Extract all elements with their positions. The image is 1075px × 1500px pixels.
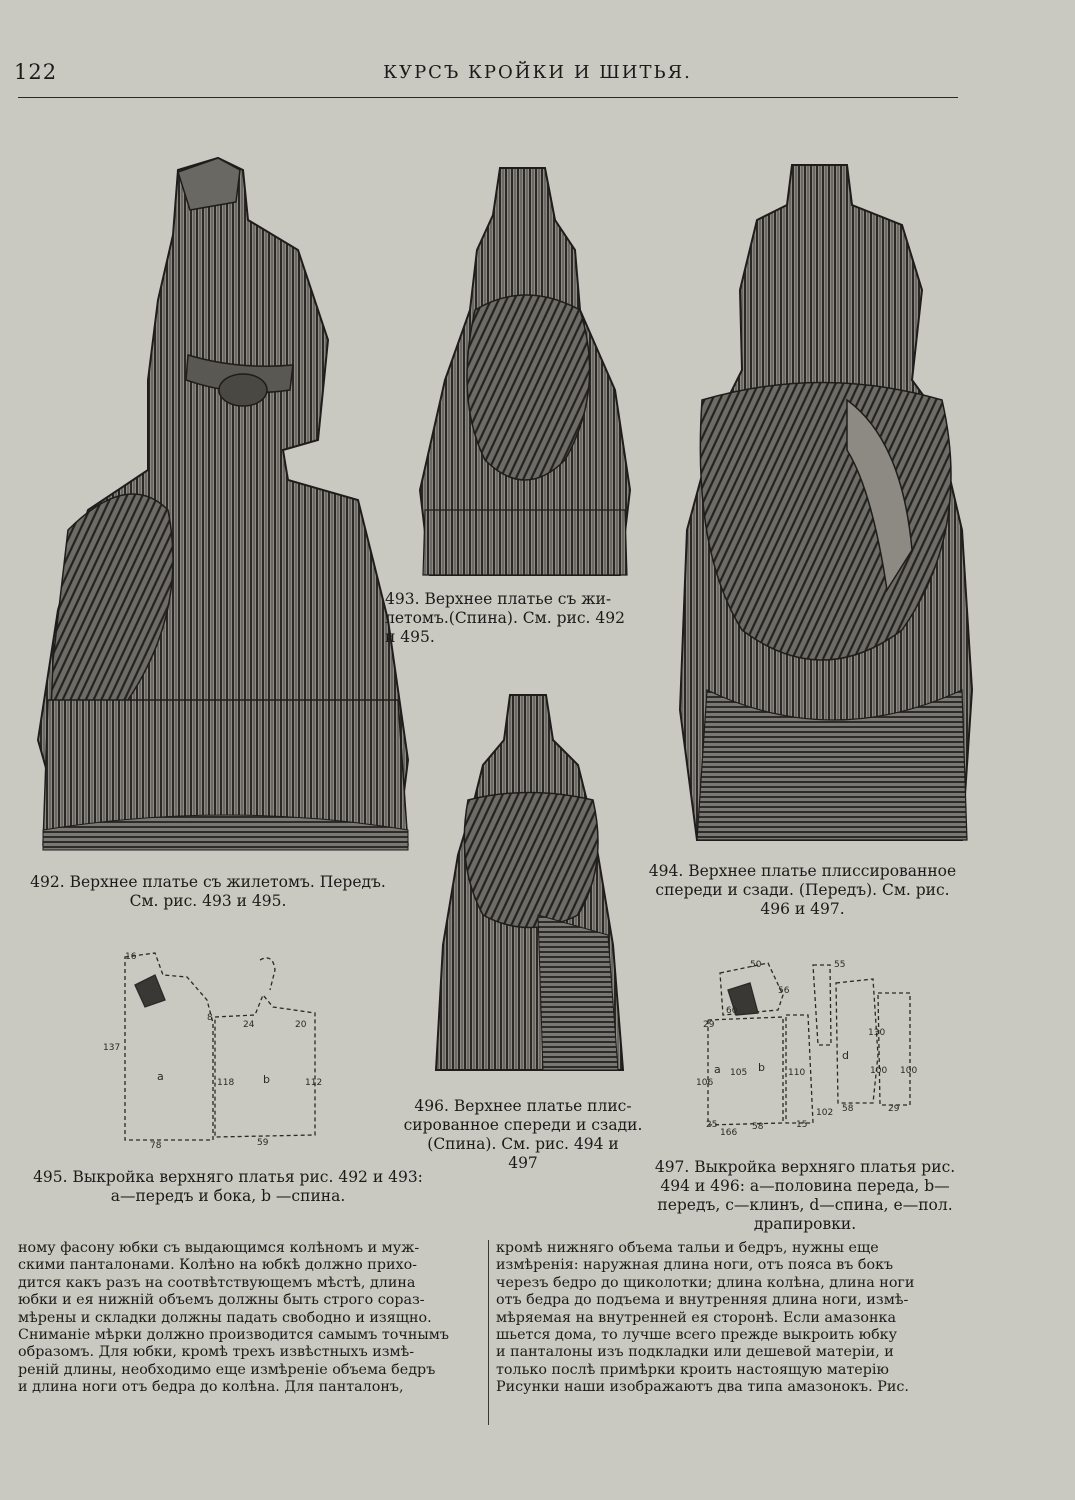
column-divider [488, 1240, 489, 1425]
dim-137: 137 [103, 1043, 121, 1053]
caption-494: 494. Верхнее платье плиссированное спереди и сзади. (Передъ). См. рис. 496 и 497. [648, 862, 957, 918]
dim-166: 166 [720, 1128, 738, 1135]
dim-112: 112 [305, 1078, 323, 1088]
dim-58-left: 58 [752, 1122, 764, 1132]
page-number: 122 [14, 60, 58, 84]
figure-497-pattern [688, 955, 923, 1135]
dim-78: 78 [150, 1141, 162, 1150]
dim-8: 8 [207, 1013, 213, 1023]
dim-59: 59 [257, 1138, 269, 1148]
pattern-diagram-495 [95, 945, 325, 1150]
piece-a: a [714, 1063, 721, 1076]
dim-102: 102 [816, 1108, 834, 1118]
dim-29-right: 29 [888, 1104, 900, 1114]
piece-d: d [842, 1049, 849, 1062]
figure-496-pleated-dress-back [428, 685, 628, 1075]
engraving-dress-back [415, 160, 635, 580]
dim-100-a: 100 [870, 1066, 888, 1076]
caption-492: 492. Верхнее платье съ жилетомъ. Передъ. См. рис. 493 и 495. [30, 873, 386, 910]
dim-15: 15 [796, 1120, 808, 1130]
caption-495: 495. Выкройка верхняго платья рис. 492 и 493: а—передъ и бока, b —спина. [33, 1168, 423, 1205]
dim-29-left: 29 [703, 1020, 715, 1030]
dim-24: 24 [243, 1020, 255, 1030]
caption-496: 496. Верхнее платье плис- сированное спереди и сзади. (Спина). См. рис. 494 и 497 [403, 1097, 643, 1172]
dim-55: 55 [834, 960, 846, 970]
engraving-pleated-dress-back [428, 685, 628, 1075]
dim-110: 110 [788, 1068, 806, 1078]
pattern-diagram-497 [688, 955, 923, 1135]
dim-100-b: 100 [900, 1066, 918, 1076]
figure-495-pattern [95, 945, 325, 1150]
dim-25: 25 [706, 1120, 718, 1130]
dim-56: 56 [778, 986, 790, 996]
figure-493-dress-back [415, 160, 635, 580]
paragraph-right: кромѣ нижняго объема тальи и бедръ, нужны еще измѣренія: наружная длина ноги, отъ пояса въ бокъ черезъ бедро до щиколотки; длина колѣна, длина ноги отъ бедра до подъема и внутренняя длина ноги, измѣ- мѣряемая на внутренней ея сторонѣ. Если амазонка шьется дома, то лучше всего прежде выкроить юбку и панталоны изъ подкладки или дешевой матеріи, и только послѣ примѣрки кроить настоящую матерію Рисунки наши изображаютъ два типа амазонокъ. Рис. [496, 1240, 915, 1396]
dim-60: 60 [726, 1006, 738, 1016]
caption-497: 497. Выкройка верхняго платья рис. 494 и 496: а—половина переда, b— передъ, с—клинъ, d—спина, е—пол. драпировки. [654, 1158, 956, 1233]
dim-16: 16 [125, 952, 137, 962]
figure-492-dress-front [28, 140, 418, 865]
dim-58-right: 58 [842, 1104, 854, 1114]
dim-50: 50 [750, 960, 762, 970]
caption-493: 493. Верхнее платье съ жи- летомъ.(Спина). См. рис. 492 и 495. [385, 590, 625, 646]
text-column-right [496, 1240, 961, 1397]
piece-b: b [263, 1073, 270, 1086]
figure-494-pleated-dress-front [672, 150, 977, 845]
running-title: КУРСЪ КРОЙКИ И ШИТЬЯ. [383, 62, 692, 83]
engraving-pleated-dress-front [672, 150, 977, 845]
engraving-dress-front [28, 140, 418, 865]
piece-b: b [758, 1061, 765, 1074]
piece-a: a [157, 1070, 164, 1083]
header-rule [18, 97, 958, 98]
dim-20: 20 [295, 1020, 307, 1030]
text-column-left [18, 1240, 480, 1397]
paragraph-left: ному фасону юбки съ выдающимся колѣномъ и муж- скими панталонами. Колѣно на юбкѣ должно прихо- дится какъ разъ на соотвѣтствующемъ мѣстѣ, длина юбки и ея нижній объемъ должны быть строго сораз- мѣрены и складки должны падать свободно и изящно. Сниманіе мѣрки должно производится самымъ точнымъ образомъ. Для юбки, кромѣ трехъ извѣстныхъ измѣ- реній длины, необходимо еще измѣреніе объема бедръ и длина ноги отъ бедра до колѣна. Для панталонъ, [18, 1240, 449, 1396]
dim-118: 118 [217, 1078, 235, 1088]
dim-130: 130 [868, 1028, 886, 1038]
dim-105: 105 [730, 1068, 748, 1078]
dim-106: 106 [696, 1078, 714, 1088]
